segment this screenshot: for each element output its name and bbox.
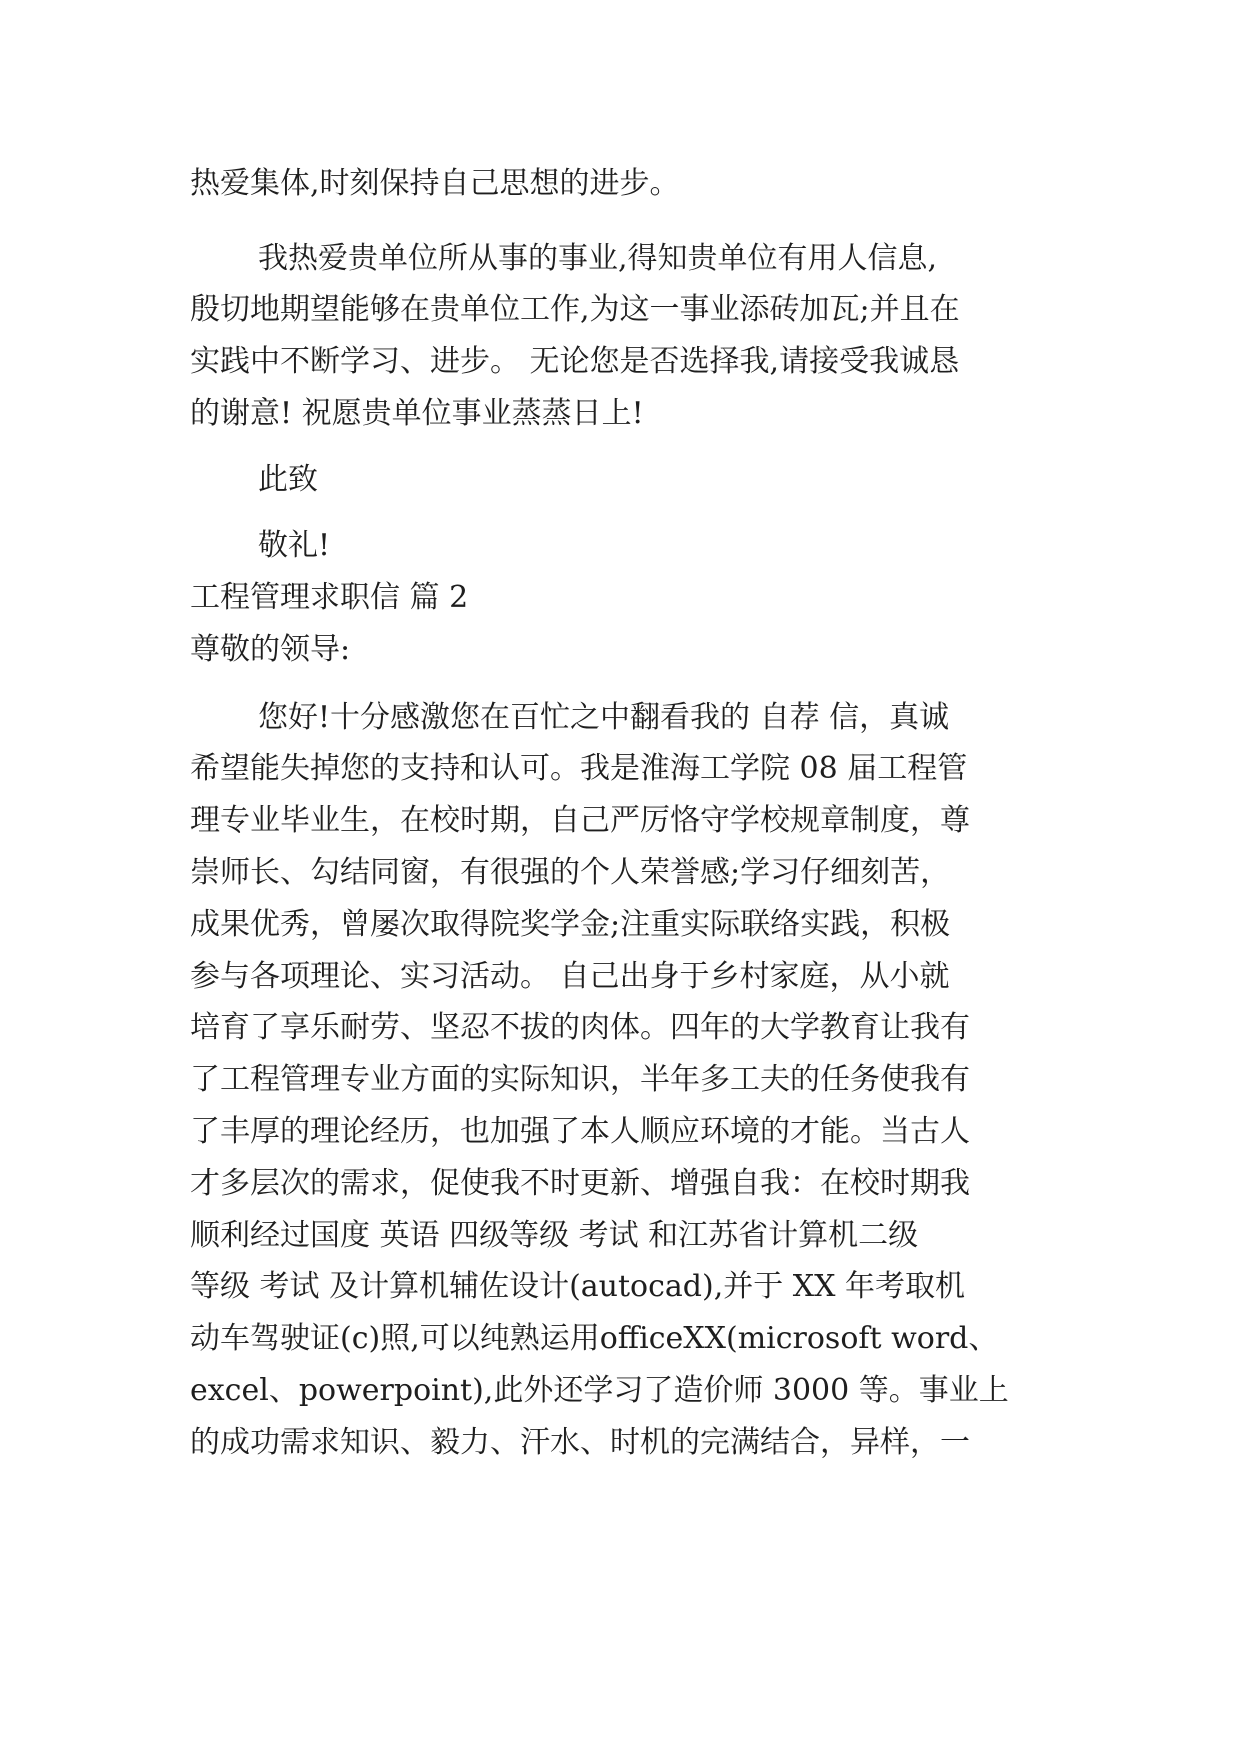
paragraph-line: 参与各项理论、实习活动。 自己出身于乡村家庭，从小就 [190,959,950,994]
paragraph-line: 热爱集体,时刻保持自己思想的进步。 [190,166,680,201]
closing-line: 此致 [258,462,318,497]
paragraph-line: 成果优秀，曾屡次取得院奖学金;注重实际联络实践，积极 [190,907,951,942]
paragraph-line: 顺利经过国度 英语 四级等级 考试 和江苏省计算机二级 [190,1218,919,1253]
section-heading: 工程管理求职信 篇 2 [190,580,469,615]
paragraph-line: 崇师长、勾结同窗，有很强的个人荣誉感;学习仔细刻苦， [190,855,951,890]
paragraph-line: 我热爱贵单位所从事的事业,得知贵单位有用人信息, [258,241,938,276]
salutation: 尊敬的领导: [190,632,351,667]
paragraph-line: 了工程管理专业方面的实际知识，半年多工夫的任务使我有 [190,1062,970,1097]
paragraph-line: 的成功需求知识、毅力、汗水、时机的完满结合，异样，一 [190,1425,970,1460]
paragraph-line: 才多层次的需求，促使我不时更新、增强自我：在校时期我 [190,1166,970,1201]
paragraph-line: 您好!十分感激您在百忙之中翻看我的 自荐 信，真诚 [258,700,950,735]
paragraph-line: 希望能失掉您的支持和认可。我是淮海工学院 08 届工程管 [190,751,968,786]
paragraph-line: 了丰厚的理论经历，也加强了本人顺应环境的才能。当古人 [190,1114,970,1149]
paragraph-line: 培育了享乐耐劳、坚忍不拔的肉体。四年的大学教育让我有 [190,1010,970,1045]
paragraph-line: 理专业毕业生，在校时期，自己严厉恪守学校规章制度，尊 [190,803,970,838]
closing-line: 敬礼! [258,528,331,563]
paragraph-line: 的谢意! 祝愿贵单位事业蒸蒸日上! [190,396,644,431]
paragraph-line: 等级 考试 及计算机辅佐设计(autocad),并于 XX 年考取机 [190,1269,966,1304]
paragraph-line: 实践中不断学习、进步。 无论您是否选择我,请接受我诚恳 [190,344,960,379]
paragraph-line: excel、powerpoint),此外还学习了造价师 3000 等。事业上 [190,1373,1009,1408]
paragraph-line: 动车驾驶证(c)照,可以纯熟运用officeXX(microsoft word、 [190,1321,999,1356]
paragraph-line: 殷切地期望能够在贵单位工作,为这一事业添砖加瓦;并且在 [190,292,960,327]
